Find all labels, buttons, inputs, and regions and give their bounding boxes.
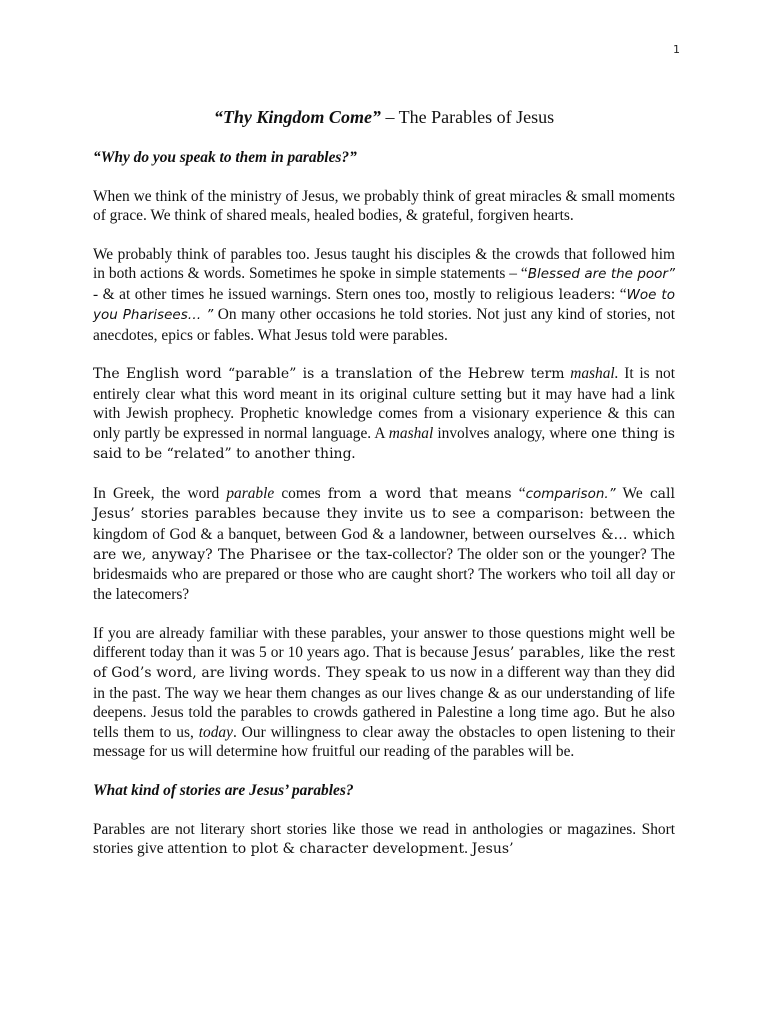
text-span: The English word “parable” is a translation of the Hebrew term (93, 366, 565, 383)
text-span: On many other occasions he told stories. Not just any kind of stories, not anecdotes, epics or fables. What Jesus told were parables. (93, 306, 675, 344)
text-span: : “ (610, 285, 627, 303)
text-span: In Greek, the word (93, 484, 227, 502)
page-title (93, 106, 675, 128)
text-span: . (464, 840, 472, 858)
title-rest: – The Parables of Jesus (380, 107, 555, 127)
term-parable: parable (226, 484, 275, 502)
text-span: We (615, 484, 650, 502)
text-span: from a word that means (327, 485, 512, 502)
paragraph-short-stories (93, 820, 675, 860)
text-span: Jesus’ parables, like the rest of God’s word, are living words. They speak to us (93, 645, 675, 682)
paragraph-mashal (93, 364, 675, 464)
title-italic-part: “Thy Kingdom Come” (213, 107, 381, 127)
subheading-what-kind: What kind of stories are Jesus’ parables? (93, 781, 354, 799)
text-span: call Jesus’ stories parables because they invite us to see a comparison: between (93, 485, 675, 523)
paragraph-ministry: When we think of the ministry of Jesus, we probably think of great miracles & small moments of grace. We think of shared meals, healed bodies, & grateful, forgiven hearts. (93, 187, 675, 225)
text-span: comes (274, 484, 328, 502)
text-span: Parables are not literary short stories like those we read in anthologies or magazines. Short stories give att (93, 820, 675, 858)
paragraph-greek (93, 484, 675, 604)
paragraph-living-words (93, 624, 675, 762)
text-span: . Our willingness to clear away the obstacles to open listening to their message for us will determine how fruitful our reading of the parables will be. (93, 723, 675, 761)
text-span: ention to plot & character development (182, 841, 465, 858)
document-body (93, 148, 675, 860)
text-span: We probably think of parables too. Jesus taught his disciples & the crowds that followed him in both actions & words. Sometimes he spoke in simple statements – “ (93, 246, 675, 283)
term-mashal: mashal (388, 424, 434, 442)
page-number: 1 (673, 43, 680, 56)
text-span: “ (511, 484, 526, 502)
quote-blessed: Blessed are the poor” (527, 266, 675, 283)
text-span: ous leaders (528, 286, 611, 303)
term-today: today (198, 723, 233, 741)
term-comparison: comparison.” (525, 485, 616, 502)
text-span: ourselves &… which are we, anyway? The Pharisee or the tax (93, 526, 675, 564)
term-mashal: mashal. (570, 365, 619, 383)
text-span: Jesus’ (471, 841, 514, 858)
text-span: involves analogy, where (433, 424, 592, 442)
text-span: -collector? The older son or the younger? The bridesmaids who are prepared or those who are caught short? The workers who toil all day or the latecomers? (93, 546, 675, 603)
text-span: one thing is said to be “related” to another thing (93, 425, 675, 463)
paragraph-parables-too (93, 245, 675, 345)
text-span: If you are already familiar with these parables, your answer to those questions might well be different today than it was 5 or 10 years ago. That is because (93, 624, 675, 662)
subheading-why-parables: “Why do you speak to them in parables?” (93, 149, 357, 166)
quote-woe: Woe to you Pharisees… ” (93, 286, 675, 324)
text-span: now in a different way than they did in the past. The way we hear them changes as our lives change & as our understanding of life deepens. Jesus told the parables to crowds gathered in Palestine a long time ago. But he also tells them to us, (93, 664, 675, 741)
text-span: . (351, 445, 356, 463)
text-span: - & at other times he issued warnings. Stern ones too, mostly to religi (93, 285, 529, 303)
text-span: It is not entirely clear what this word meant in its original culture setting but it may have had a link with Jewish prophecy. Prophetic knowledge comes from a visionary experience & this can only partly be expressed in normal language. A (93, 365, 675, 442)
text-span: the kingdom of God & a banquet, between God & a landowner, between (93, 505, 675, 543)
